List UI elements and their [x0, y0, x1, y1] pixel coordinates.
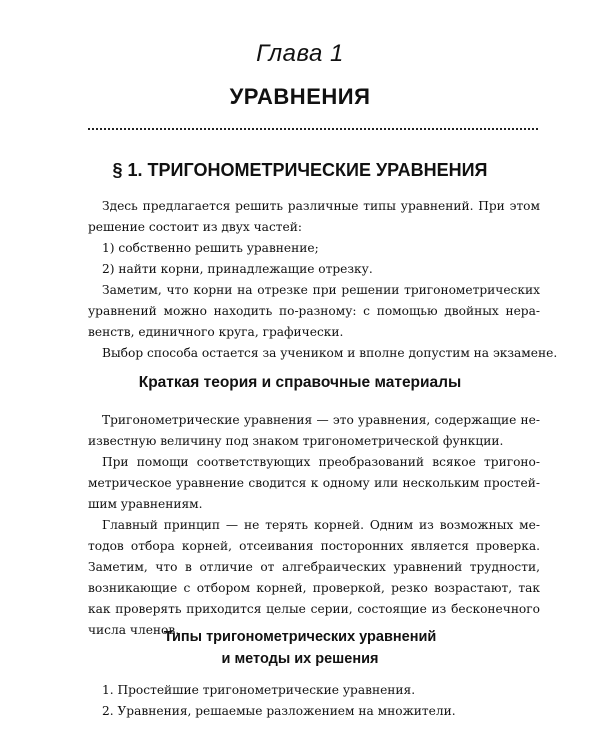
intro-paragraph-line: Здесь предлагается решить различные типы уравнений. При этом	[102, 199, 540, 213]
chapter-label: Глава 1	[256, 40, 344, 67]
intro-list-item: 2) найти корни, принадлежащие отрезку.	[102, 262, 373, 276]
theory-paragraph-line: Тригонометрические уравнения — это уравнения, содержащие не-	[102, 413, 540, 427]
types-heading-line: Типы тригонометрических уравнений	[163, 629, 437, 645]
theory-paragraph-line: как проверять приходится целые серии, состоящие из бесконечного	[88, 602, 540, 616]
list-item: 2. Уравнения, решаемые разложением на множители.	[102, 704, 456, 718]
theory-paragraph-line: Заметим, что в отличие от алгебраических уравнений трудности,	[88, 560, 540, 574]
intro-list-item: 1) собственно решить уравнение;	[102, 241, 319, 255]
types-heading	[0, 626, 600, 670]
theory-paragraph-line: возникающие с отбором корней, проверкой, резко возрастают, так	[88, 581, 540, 595]
theory-paragraph-line: Главный принцип — не терять корней. Одним из возможных ме-	[102, 518, 540, 532]
theory-heading: Краткая теория и справочные материалы	[138, 374, 462, 391]
types-list	[88, 680, 540, 722]
dotted-divider	[88, 128, 538, 130]
types-heading-line: и методы их решения	[221, 651, 379, 667]
theory-text	[88, 410, 540, 641]
theory-paragraph-line: При помощи соответствующих преобразований всякое тригоно-	[102, 455, 540, 469]
intro-paragraph-line: венств, единичного круга, графически.	[88, 325, 344, 339]
theory-paragraph-line: известную величину под знаком тригонометрической функции.	[88, 434, 504, 448]
intro-paragraph-line: Заметим, что корни на отрезке при решении тригонометрических	[102, 283, 540, 297]
intro-text	[88, 196, 558, 364]
chapter-title: УРАВНЕНИЯ	[229, 84, 371, 109]
theory-paragraph-line: числа членов.	[88, 623, 180, 637]
intro-paragraph-line: уравнений можно находить по-разному: с помощью двойных нера-	[88, 304, 540, 318]
theory-paragraph-line: шим уравнениям.	[88, 497, 203, 511]
intro-paragraph-line: решение состоит из двух частей:	[88, 220, 302, 234]
list-item: 1. Простейшие тригонометрические уравнения.	[102, 683, 416, 697]
theory-paragraph-line: метрическое уравнение сводится к одному или нескольким простей-	[88, 476, 540, 490]
theory-paragraph-line: тодов отбора корней, отсеивания посторонних является проверка.	[88, 539, 540, 553]
intro-paragraph-line: Выбор способа остается за учеником и вполне допустим на экзамене.	[102, 346, 558, 360]
section-title: § 1. ТРИГОНОМЕТРИЧЕСКИЕ УРАВНЕНИЯ	[112, 160, 488, 180]
